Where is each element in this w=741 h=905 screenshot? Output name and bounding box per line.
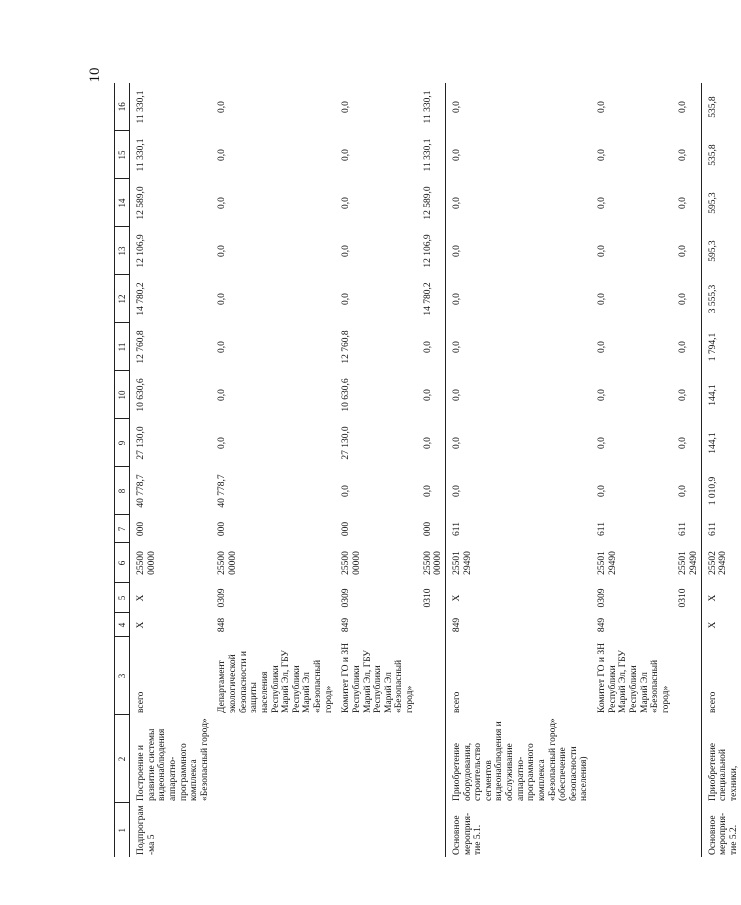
column-header: 4 xyxy=(115,613,130,637)
grbs-code-cell xyxy=(417,613,446,637)
amount-cell: 0,0 xyxy=(597,293,607,305)
target-article-cell: 25501 29490 xyxy=(678,551,699,575)
section-code-cell: Х xyxy=(136,594,146,602)
program-label-cell xyxy=(417,803,446,857)
column-header: 11 xyxy=(115,323,130,371)
amount-cell: 0,0 xyxy=(597,389,607,401)
amount-cell: 0,0 xyxy=(597,197,607,209)
amount-cell: 0,0 xyxy=(341,245,352,257)
amount-cell: 0,0 xyxy=(445,419,591,467)
amount-cell: 144,1 xyxy=(701,371,740,419)
grbs-code-cell: 849 xyxy=(341,617,352,633)
expense-type-cell: 611 xyxy=(445,515,591,543)
amount-cell: 0,0 xyxy=(341,485,352,497)
grbs-code-cell: 849 xyxy=(597,617,607,633)
amount-cell: 0,0 xyxy=(422,389,433,401)
column-header: 12 xyxy=(115,275,130,323)
amount-cell: 0,0 xyxy=(678,485,689,497)
amount-cell: 0,0 xyxy=(217,101,228,113)
column-header: 8 xyxy=(115,467,130,515)
executor-cell: всего xyxy=(445,637,591,715)
expense-type-cell: 611 xyxy=(678,522,689,536)
amount-cell: 14 780,2 xyxy=(136,282,146,316)
section-code-cell: Х xyxy=(445,583,591,613)
column-header: 6 xyxy=(115,543,130,583)
column-number-header xyxy=(115,83,130,857)
table-row xyxy=(211,83,335,857)
column-header: 3 xyxy=(115,637,130,715)
executor-cell: Департамент экологической безопасности и защиты населения Республики Марий Эл, ГБУ Республики Марий Эл «Безопасный город» xyxy=(217,650,334,713)
amount-cell: 0,0 xyxy=(445,227,591,275)
grbs-code-cell xyxy=(672,613,701,637)
amount-cell: 0,0 xyxy=(341,197,352,209)
amount-cell: 0,0 xyxy=(445,323,591,371)
grbs-code-cell: 848 xyxy=(217,617,228,633)
amount-cell: 10 630,6 xyxy=(341,378,352,412)
table-row xyxy=(130,83,212,857)
amount-cell: 0,0 xyxy=(341,293,352,305)
executor-cell: Комитет ГО и ЗН Республики Марий Эл, ГБУ Республики Марий Эл «Безопасный город» xyxy=(341,643,415,713)
table-row xyxy=(335,83,416,857)
program-name-cell: Приобретение специальной техники, xyxy=(701,715,740,803)
amount-cell: 0,0 xyxy=(422,485,433,497)
amount-cell: 0,0 xyxy=(217,197,228,209)
column-header: 5 xyxy=(115,583,130,613)
expense-type-cell: 000 xyxy=(422,521,433,537)
section-code-cell: 0309 xyxy=(597,588,607,608)
amount-cell: 535,8 xyxy=(701,83,740,131)
amount-cell: 0,0 xyxy=(217,389,228,401)
amount-cell: 0,0 xyxy=(597,485,607,497)
amount-cell: 0,0 xyxy=(341,149,352,161)
amount-cell: 0,0 xyxy=(678,245,689,257)
expense-type-cell: 000 xyxy=(217,521,228,537)
program-label-cell xyxy=(672,803,701,857)
amount-cell: 535,8 xyxy=(701,131,740,179)
amount-cell: 12 760,8 xyxy=(136,330,146,364)
amount-cell: 0,0 xyxy=(597,149,607,161)
program-name-cell xyxy=(591,715,672,803)
amount-cell: 11 330,1 xyxy=(136,138,146,172)
column-header: 7 xyxy=(115,515,130,543)
executor-cell: всего xyxy=(136,691,146,713)
amount-cell: 0,0 xyxy=(341,101,352,113)
amount-cell: 40 778,7 xyxy=(136,474,146,508)
amount-cell: 1 794,1 xyxy=(701,323,740,371)
column-header: 2 xyxy=(115,715,130,803)
column-header: 16 xyxy=(115,83,130,131)
budget-table xyxy=(114,83,741,857)
executor-cell xyxy=(672,637,701,715)
grbs-code-cell: Х xyxy=(136,621,146,629)
program-label-cell xyxy=(335,803,416,857)
amount-cell: 0,0 xyxy=(217,437,228,449)
target-article-cell: 25501 29490 xyxy=(597,551,618,575)
target-article-cell: 25502 29490 xyxy=(701,543,740,583)
rotated-table-sheet xyxy=(114,87,739,857)
program-name-cell xyxy=(417,715,446,803)
amount-cell: 12 106,9 xyxy=(136,234,146,268)
executor-cell xyxy=(417,637,446,715)
page-number: 10 xyxy=(86,67,103,83)
column-header: 1 xyxy=(115,803,130,857)
target-article-cell: 25500 00000 xyxy=(217,551,238,575)
table-row xyxy=(417,83,446,857)
section-code-cell: Х xyxy=(701,583,740,613)
amount-cell: 40 778,7 xyxy=(217,474,228,508)
program-name-cell: Приобретение оборудования, строительство сегментов видеонаблюдения и обслуживание аппаратно-программного комплекса «Безопасный город» (обеспечение безопасности населения) xyxy=(445,715,591,803)
section-code-cell: 0309 xyxy=(217,588,228,608)
amount-cell: 0,0 xyxy=(445,371,591,419)
target-article-cell: 25500 00000 xyxy=(341,551,362,575)
amount-cell: 14 780,2 xyxy=(422,282,433,316)
amount-cell: 0,0 xyxy=(445,83,591,131)
table-row xyxy=(445,83,591,857)
program-label-cell: Основное мероприя-тие 5.1. xyxy=(445,803,591,857)
amount-cell: 12 760,8 xyxy=(341,330,352,364)
amount-cell: 10 630,6 xyxy=(136,378,146,412)
amount-cell: 12 106,9 xyxy=(422,234,433,268)
amount-cell: 11 330,1 xyxy=(422,90,433,124)
amount-cell: 0,0 xyxy=(597,245,607,257)
amount-cell: 0,0 xyxy=(422,341,433,353)
expense-type-cell: 000 xyxy=(341,521,352,537)
executor-cell: Комитет ГО и ЗН Республики Марий Эл, ГБУ Республики Марий Эл «Безопасный город» xyxy=(597,643,671,713)
table-row xyxy=(701,83,740,857)
section-code-cell: 0310 xyxy=(678,588,689,608)
amount-cell: 0,0 xyxy=(678,293,689,305)
amount-cell: 595,3 xyxy=(701,179,740,227)
program-name-cell xyxy=(211,715,335,803)
amount-cell: 0,0 xyxy=(597,341,607,353)
target-article-cell: 25500 00000 xyxy=(422,551,444,575)
amount-cell: 11 330,1 xyxy=(136,90,146,124)
amount-cell: 1 010,9 xyxy=(701,467,740,515)
grbs-code-cell: Х xyxy=(701,613,740,637)
expense-type-cell: 000 xyxy=(136,521,146,537)
expense-type-cell: 611 xyxy=(701,515,740,543)
amount-cell: 0,0 xyxy=(445,179,591,227)
column-header: 10 xyxy=(115,371,130,419)
executor-cell: всего xyxy=(701,637,740,715)
column-header: 13 xyxy=(115,227,130,275)
amount-cell: 0,0 xyxy=(217,293,228,305)
section-code-cell: 0310 xyxy=(422,588,433,608)
amount-cell: 11 330,1 xyxy=(422,138,433,172)
program-label-cell: Подпрограм-ма 5 xyxy=(136,805,157,855)
program-name-cell: Построение и развитие системы видеонаблюдения аппаратно-программного комплекса «Безопасный город» xyxy=(136,718,210,801)
amount-cell: 0,0 xyxy=(678,197,689,209)
expense-type-cell: 611 xyxy=(597,522,607,536)
table-row xyxy=(672,83,701,857)
program-name-cell xyxy=(672,715,701,803)
amount-cell: 0,0 xyxy=(445,131,591,179)
amount-cell: 0,0 xyxy=(597,437,607,449)
amount-cell: 0,0 xyxy=(678,341,689,353)
amount-cell: 27 130,0 xyxy=(341,426,352,460)
program-label-cell xyxy=(211,803,335,857)
target-article-cell: 25501 29490 xyxy=(445,543,591,583)
amount-cell: 0,0 xyxy=(445,467,591,515)
amount-cell: 0,0 xyxy=(678,437,689,449)
column-header: 14 xyxy=(115,179,130,227)
amount-cell: 0,0 xyxy=(217,341,228,353)
amount-cell: 0,0 xyxy=(597,101,607,113)
table-row xyxy=(591,83,672,857)
amount-cell: 3 555,3 xyxy=(701,275,740,323)
table-body xyxy=(130,83,741,857)
amount-cell: 0,0 xyxy=(217,245,228,257)
amount-cell: 0,0 xyxy=(678,149,689,161)
amount-cell: 27 130,0 xyxy=(136,426,146,460)
amount-cell: 0,0 xyxy=(445,275,591,323)
amount-cell: 0,0 xyxy=(678,389,689,401)
program-label-cell: Основное мероприя-тие 5.2. xyxy=(701,803,740,857)
column-header: 9 xyxy=(115,419,130,467)
section-code-cell: 0309 xyxy=(341,588,352,608)
target-article-cell: 25500 00000 xyxy=(136,551,157,575)
amount-cell: 0,0 xyxy=(422,437,433,449)
amount-cell: 144,1 xyxy=(701,419,740,467)
amount-cell: 0,0 xyxy=(678,101,689,113)
program-label-cell xyxy=(591,803,672,857)
amount-cell: 0,0 xyxy=(217,149,228,161)
amount-cell: 595,3 xyxy=(701,227,740,275)
column-header: 15 xyxy=(115,131,130,179)
amount-cell: 12 589,0 xyxy=(422,186,433,220)
program-name-cell xyxy=(335,715,416,803)
grbs-code-cell: 849 xyxy=(445,613,591,637)
amount-cell: 12 589,0 xyxy=(136,186,146,220)
